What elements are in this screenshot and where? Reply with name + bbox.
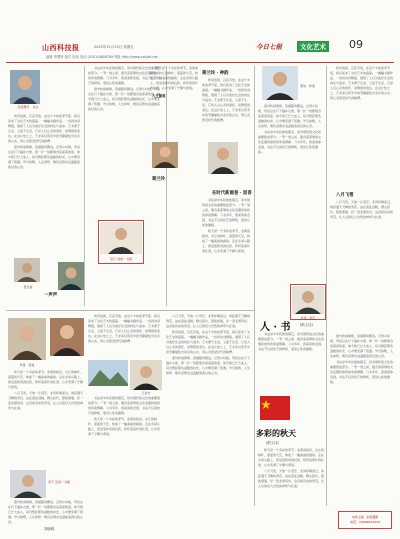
- feature-subtitle: (散文诗): [266, 441, 279, 445]
- article-column: [8, 500, 84, 526]
- article-column: [330, 334, 394, 506]
- date-line: 2022年11月25日 星期五: [94, 45, 134, 49]
- article-column: [202, 78, 252, 142]
- article-text: 书法是中华民族的瑰宝，是中国传统文化的重要组成部分。一笔一划之间，蕴含着深厚的文化底蕴和独特的审美情趣。习书多年，我深深体会到，书法不仅是技艺的修炼，更是心性的磨砺。: [88, 66, 161, 85]
- portrait-photo: [50, 318, 84, 356]
- feature-subtitle: (散文诗): [300, 323, 313, 327]
- portrait-photo: [10, 70, 40, 104]
- article-text: 八月飞雪，天地一片苍茫。北风呼啸而过，卷起漫天飞舞的雪花。站在高处远眺，群山起伏，银装素裹，好一派北国风光。这突如其来的雪景，让人们惊叹大自然的神奇与壮美。: [166, 314, 251, 328]
- caption-right: 李诗 · 作者: [300, 84, 315, 88]
- editor-line: 编辑 李慧妍 版式 郭冉 电话 (0351)8808789 网址 http://www.cskjbb.net: [46, 55, 158, 59]
- article-column: [330, 66, 394, 186]
- landscape-photo: [88, 360, 128, 386]
- feature-title: 多彩的秋天: [256, 428, 296, 438]
- article-column: [330, 200, 394, 330]
- article-text: 窗外秋雨绵绵，思绪随风飘远。记得小时候，母亲总在灯下缝补衣裳，那一针一线都饱含着深深的爱。如今我已长大成人，每当想起那些温暖的时光，心中便充满了感激。岁月如歌，人生如梦，唯有亲情永远温暖着我们的心田。: [166, 356, 251, 375]
- article-text: 八月飞雪，天地一片苍茫。北风呼啸而过，卷起漫天飞舞的雪花。站在高处远眺，群山起伏，银装素裹，好一派北国风光。这突如其来的雪景，让人们惊叹大自然的神奇与壮美。: [258, 469, 324, 488]
- article-column: [258, 104, 322, 304]
- article-text: 书法是中华民族的瑰宝，是中国传统文化的重要组成部分。一笔一划之间，蕴含着深厚的文化底蕴和独特的审美情趣。习书多年，我深深体会到，书法不仅是技艺的修炼，更是心性的磨砺。: [202, 198, 251, 227]
- portrait-photo: [58, 262, 84, 290]
- portrait-photo: [292, 286, 324, 314]
- article-column: [88, 396, 162, 526]
- caption-center2: 王东方: [141, 391, 151, 395]
- article-text: 窗外秋雨绵绵，思绪随风飘远。记得小时候，母亲总在灯下缝补衣裳，那一针一线都饱含着深深的爱。如今我已长大成人，每当想起那些温暖的时光，心中便充满了感激。岁月如歌，人生如梦，唯有亲情永远温暖着我们的心田。: [258, 104, 322, 128]
- article-column: [88, 314, 162, 364]
- caption-lower: 作者 · 吴凌: [19, 363, 35, 367]
- article-text: 窗外秋雨绵绵，思绪随风飘远。记得小时候，母亲总在灯下缝补衣裳，那一针一线都饱含着深深的爱。如今我已长大成人，每当想起那些温暖的时光，心中便充满了感激。岁月如歌，人生如梦，唯有亲情永远温暖着我们的心田。: [330, 334, 394, 358]
- column-divider: [84, 66, 85, 306]
- page-number: 09: [349, 38, 363, 51]
- caption-small: 吴冬凌: [23, 285, 33, 289]
- section-badge: 文化艺术: [297, 41, 329, 52]
- article-text: 书法是中华民族的瑰宝，是中国传统文化的重要组成部分。一笔一划之间，蕴含着深厚的文化底蕴和独特的审美情趣。习书多年，我深深体会到，书法不仅是技艺的修炼，更是心性的磨砺。: [330, 360, 394, 384]
- portrait-photo: [130, 360, 162, 390]
- article-text: 书法是中华民族的瑰宝，是中国传统文化的重要组成部分。一笔一划之间，蕴含着深厚的文化底蕴和独特的审美情趣。习书多年，我深深体会到，书法不仅是技艺的修炼，更是心性的磨砺。: [258, 332, 324, 351]
- caption-painting: 吴凡 刘晨一书画: [110, 257, 132, 261]
- byline-heading: 蒋兰玲: [152, 177, 166, 182]
- paper-name: 山西科技报: [42, 43, 80, 52]
- article-text: 书法是中华民族的瑰宝，是中国传统文化的重要组成部分。一笔一划之间，蕴含着深厚的文化底蕴和独特的审美情趣。习书多年，我深深体会到，书法不仅是技艺的修炼，更是心性的磨砺。: [88, 396, 161, 415]
- masthead: [6, 34, 394, 59]
- article-text: 秋风送爽，百花齐放，在这个丰收的季节里，我们迎来了文化艺术的盛宴。一幅幅书画作品，一首首诗词歌赋，展现了人们对美好生活的向往与追求。艺术源于生活，又高于生活，它是人们心灵的寄托，是情感的表达。在这片热土上，艺术家们用手中的笔墨描绘出家乡的山水，用心灵感受时代的脉搏。: [330, 66, 394, 100]
- article-heading: 八月飞雪: [336, 193, 354, 198]
- feature-title: 人 · 书: [260, 322, 291, 333]
- portrait-photo: [152, 142, 178, 168]
- article-column: [8, 370, 84, 466]
- signature: 刘晓明: [44, 527, 55, 531]
- article-text: 秋风送爽，百花齐放，在这个丰收的季节里，我们迎来了文化艺术的盛宴。一幅幅书画作品，一首首诗词歌赋，展现了人们对美好生活的向往与追求。艺术源于生活，又高于生活，它是人们心灵的寄托，是情感的表达。在这片热土上，艺术家们用手中的笔墨描绘出家乡的山水，用心灵感受时代的脉搏。: [202, 78, 251, 122]
- footer-phone: 电话：18264601234: [350, 520, 380, 524]
- portrait-photo: [262, 66, 298, 100]
- portrait-photo: [208, 142, 238, 174]
- article-text: 八月飞雪，天地一片苍茫。北风呼啸而过，卷起漫天飞舞的雪花。站在高处远眺，群山起伏，银装素裹，好一派北国风光。这突如其来的雪景，让人们惊叹大自然的神奇与壮美。: [8, 391, 84, 410]
- center-small-title: 人生随笔: [152, 94, 166, 98]
- caption-boxed: 作者 · 刘宝: [300, 316, 316, 320]
- portrait-photo: [100, 222, 142, 254]
- article-text: 秋天是一个多彩的季节，金黄的稻田，火红的枫叶，湛蓝的天空，构成了一幅美丽的画卷。走在乡间小路上，感受着秋风的轻抚，聆听着落叶的私语，心中充满了宁静与喜悦。: [8, 370, 84, 389]
- portrait-photo: [14, 258, 40, 282]
- article-text: 秋风送爽，百花齐放，在这个丰收的季节里，我们迎来了文化艺术的盛宴。一幅幅书画作品，一首首诗词歌赋，展现了人们对美好生活的向往与追求。艺术源于生活，又高于生活，它是人们心灵的寄托，是情感的表达。在这片热土上，艺术家们用手中的笔墨描绘出家乡的山水，用心灵感受时代的脉搏。: [8, 114, 80, 143]
- article-text: 秋风送爽，百花齐放，在这个丰收的季节里，我们迎来了文化艺术的盛宴。一幅幅书画作品，一首首诗词歌赋，展现了人们对美好生活的向往与追求。艺术源于生活，又高于生活，它是人们心灵的寄托，是情感的表达。在这片热土上，艺术家们用手中的笔墨描绘出家乡的山水，用心灵感受时代的脉搏。: [166, 330, 251, 354]
- article-text: 秋天是一个多彩的季节，金黄的稻田，火红的枫叶，湛蓝的天空，构成了一幅美丽的画卷。走在乡间小路上，感受着秋风的轻抚，聆听着落叶的私语，心中充满了宁静与喜悦。: [150, 66, 198, 90]
- column-divider: [326, 66, 327, 506]
- column-divider: [254, 66, 255, 506]
- section-slogan: 今日七报: [256, 43, 282, 51]
- article-text: 秋风送爽，百花齐放，在这个丰收的季节里，我们迎来了文化艺术的盛宴。一幅幅书画作品，一首首诗词歌赋，展现了人们对美好生活的向往与追求。艺术源于生活，又高于生活，它是人们心灵的寄托，是情感的表达。在这片热土上，艺术家们用手中的笔墨描绘出家乡的山水，用心灵感受时代的脉搏。: [88, 314, 161, 343]
- article-text: 秋天是一个多彩的季节，金黄的稻田，火红的枫叶，湛蓝的天空，构成了一幅美丽的画卷。走在乡间小路上，感受着秋风的轻抚，聆听着落叶的私语，心中充满了宁静与喜悦。: [88, 417, 161, 436]
- article-column: [166, 314, 252, 526]
- masthead-rule: [6, 62, 394, 63]
- article-text: 窗外秋雨绵绵，思绪随风飘远。记得小时候，母亲总在灯下缝补衣裳，那一针一线都饱含着深深的爱。如今我已长大成人，每当想起那些温暖的时光，心中便充满了感激。岁月如歌，人生如梦，唯有亲情永远温暖着我们的心田。: [8, 500, 84, 524]
- article-text: 书法是中华民族的瑰宝，是中国传统文化的重要组成部分。一笔一划之间，蕴含着深厚的文化底蕴和独特的审美情趣。习书多年，我深深体会到，书法不仅是技艺的修炼，更是心性的磨砺。: [258, 130, 322, 154]
- article-column: [258, 332, 324, 396]
- portrait-photo: [8, 318, 46, 360]
- section-divider: [6, 310, 254, 311]
- article-text: 窗外秋雨绵绵，思绪随风飘远。记得小时候，母亲总在灯下缝补衣裳，那一针一线都饱含着深深的爱。如今我已长大成人，每当想起那些温暖的时光，心中便充满了感激。岁月如歌，人生如梦，唯有亲情永远温暖着我们的心田。: [8, 145, 80, 169]
- article-column: [258, 448, 324, 526]
- small-title: 一声声: [44, 293, 58, 298]
- flag-photo: [260, 396, 290, 420]
- caption-lower2: 李艺 吴凌一书画: [48, 480, 70, 484]
- article-text: 秋天是一个多彩的季节，金黄的稻田，火红的枫叶，湛蓝的天空，构成了一幅美丽的画卷。走在乡间小路上，感受着秋风的轻抚，聆听着落叶的私语，心中充满了宁静与喜悦。: [258, 448, 324, 467]
- article-text: 秋天是一个多彩的季节，金黄的稻田，火红的枫叶，湛蓝的天空，构成了一幅美丽的画卷。走在乡间小路上，感受着秋风的轻抚，聆听着落叶的私语，心中充满了宁静与喜悦。: [202, 229, 251, 253]
- article-column: [202, 198, 252, 308]
- contact-box: [338, 511, 392, 529]
- article-heading: 蒋兰玲 · 神韵: [202, 71, 229, 76]
- article-text: 窗外秋雨绵绵，思绪随风飘远。记得小时候，母亲总在灯下缝补衣裳，那一针一线都饱含着深深的爱。如今我已长大成人，每当想起那些温暖的时光，心中便充满了感激。岁月如歌，人生如梦，唯有亲情永远温暖着我们的心田。: [88, 87, 161, 111]
- portrait-photo: [10, 470, 46, 498]
- footer-line: 本版主编 · 本版摄影: [351, 515, 379, 519]
- article-heading: 在时代新画卷 · 留香: [212, 191, 252, 196]
- article-text: 八月飞雪，天地一片苍茫。北风呼啸而过，卷起漫天飞舞的雪花。站在高处远眺，群山起伏，银装素裹，好一派北国风光。这突如其来的雪景，让人们惊叹大自然的神奇与壮美。: [330, 200, 394, 219]
- article-column: [8, 114, 80, 264]
- caption-portrait: 吴思雅专 · 书法: [17, 105, 39, 109]
